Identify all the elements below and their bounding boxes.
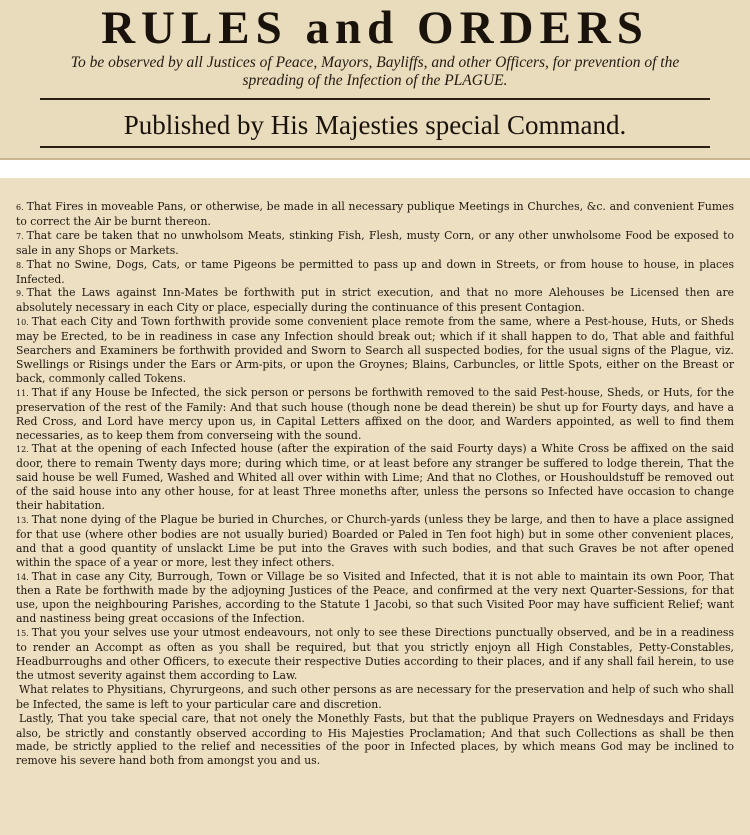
order-number: 10. xyxy=(16,318,29,328)
document-title: RULES and ORDERS xyxy=(101,2,649,54)
order-text: That you your selves use your utmost endeavours, not only to see these Directions punctually observed, and be in a readiness to render an Accompt as often as you shall be required, but that you strictly enjoyn all High Constables, Petty-Constables, Headburroughs and other Officers, to execute their respective Duties according to their places, and if any shall fail herein, to use the utmost severity against them according to Law. xyxy=(16,626,734,682)
order-number: 7. xyxy=(16,231,24,241)
order-paragraph-15 xyxy=(16,626,734,683)
header-panel xyxy=(0,0,750,160)
order-paragraph-7 xyxy=(16,229,734,258)
body-panel xyxy=(0,178,750,835)
order-text: That at the opening of each Infected house (after the expiration of the said Fourty days) a White Cross be affixed on the said door, there to remain Twenty days more; during which time, or at least before any stranger be suffered to lodge therein, That the said house be well Fumed, Washed and Whited all over within with Lime; And that no Clothes, or Houshouldstuff be removed out of the said house into any other house, for at least Three moneths after, unless the persons so Infected have occasion to change their habitation. xyxy=(16,442,734,513)
order-paragraph-10 xyxy=(16,315,734,386)
order-text: That the Laws against Inn-Mates be forthwith put in strict execution, and that no more Alehouses be Licensed then are absolutely necessary in each City or place, especially during the continuance of this present Contagion. xyxy=(16,286,734,315)
order-number: 8. xyxy=(16,260,24,270)
order-number: 14. xyxy=(16,572,29,582)
order-number: 15. xyxy=(16,629,29,639)
order-paragraph-physitians xyxy=(16,683,734,712)
divider-rule-bottom xyxy=(40,146,710,148)
order-text: That care be taken that no unwholsom Meats, stinking Fish, Flesh, musty Corn, or any other unwholsome Food be exposed to sale in any Shops or Markets. xyxy=(16,228,734,257)
order-number: 12. xyxy=(16,445,29,455)
order-paragraph-13 xyxy=(16,513,734,570)
document-subtitle: To be observed by all Justices of Peace, Mayors, Bayliffs, and other Officers, for prevention of the spreading of the Infection of the PLAGUE. xyxy=(70,54,680,89)
order-text: That Fires in moveable Pans, or otherwise, be made in all necessary publique Meetings in Churches, &c. and convenient Fumes to correct the Air be burnt thereon. xyxy=(16,200,734,228)
divider-rule-top xyxy=(40,98,710,100)
order-text: That no Swine, Dogs, Cats, or tame Pigeons be permitted to pass up and down in Streets, or from house to house, in places Infected. xyxy=(16,257,734,286)
order-number: 6. xyxy=(16,203,24,212)
order-paragraph-12 xyxy=(16,442,734,513)
order-number: 9. xyxy=(16,289,24,299)
order-paragraph-lastly xyxy=(16,712,734,769)
order-text: That in case any City, Burrough, Town or Village be so Visited and Infected, that it is not able to maintain its own Poor, That then a Rate be forthwith made by the adjoyning Justices of the Peace, and confirmed at the very next Quarter-Sessions, for that use, upon the neighbouring Parishes, according to the Statute 1 Jacobi, so that such Visited Poor may have sufficient Relief; want and nastiness being great occasions of the Infection. xyxy=(16,569,734,626)
order-paragraph-11 xyxy=(16,386,734,443)
order-number: 13. xyxy=(16,515,29,525)
order-number: 11. xyxy=(16,388,29,398)
orders-text xyxy=(16,200,734,768)
order-text: Lastly, That you take special care, that not onely the Monethly Fasts, but that the publique Prayers on Wednesdays and Fridays also, be strictly and constantly observed according to His Majesties Proclamation; And that such Collections as shall be then made, be strictly applied to the relief and necessities of the poor in Infected places, by which means God may be inclined to remove his severe hand both from amongst you and us. xyxy=(16,711,734,768)
order-paragraph-9 xyxy=(16,286,734,315)
order-paragraph-6 xyxy=(16,200,734,229)
order-paragraph-14 xyxy=(16,570,734,627)
order-text: That none dying of the Plague be buried in Churches, or Church-yards (unless they be large, and then to have a place assigned for that use (where other bodies are not usually buried) Boarded or Paled in Ten foot high) but in some other convenient places, and that a good quantity of unslackt Lime be put into the Graves with such bodies, and that such Graves be not after opened within the space of a year or more, lest they infect others. xyxy=(16,512,734,569)
order-paragraph-8 xyxy=(16,258,734,287)
order-text: That if any House be Infected, the sick person or persons be forthwith removed to the said Pest-house, Sheds, or Huts, for the preservation of the rest of the Family: And that such house (though none be dead therein) be shut up for Fourty days, and have a Red Cross, and Lord have mercy upon us, in Capital Letters affixed on the door, and Warders appointed, as well to find them necessaries, as to keep them from converseing with the sound. xyxy=(16,385,734,442)
published-line: Published by His Majesties special Command. xyxy=(123,110,627,140)
order-text: That each City and Town forthwith provide some convenient place remote from the same, where a Pest-house, Huts, or Sheds may be Erected, to be in readiness in case any Infection should break out; which if it shall happen to do, That able and faithful Searchers and Examiners be forthwith provided and Sworn to Search all suspected bodies, for the usual signs of the Plague, viz. Swellings or Risings under the Ears or Arm-pits, or upon the Groynes; Blains, Carbuncles, or little Spots, either on the Breast or back, commonly called Tokens. xyxy=(16,315,734,385)
panel-gap xyxy=(0,160,750,178)
order-text: What relates to Physitians, Chyrurgeons, and such other persons as are necessary for the preservation and help of such who shall be Infected, the same is left to your particular care and discretion. xyxy=(16,682,734,711)
